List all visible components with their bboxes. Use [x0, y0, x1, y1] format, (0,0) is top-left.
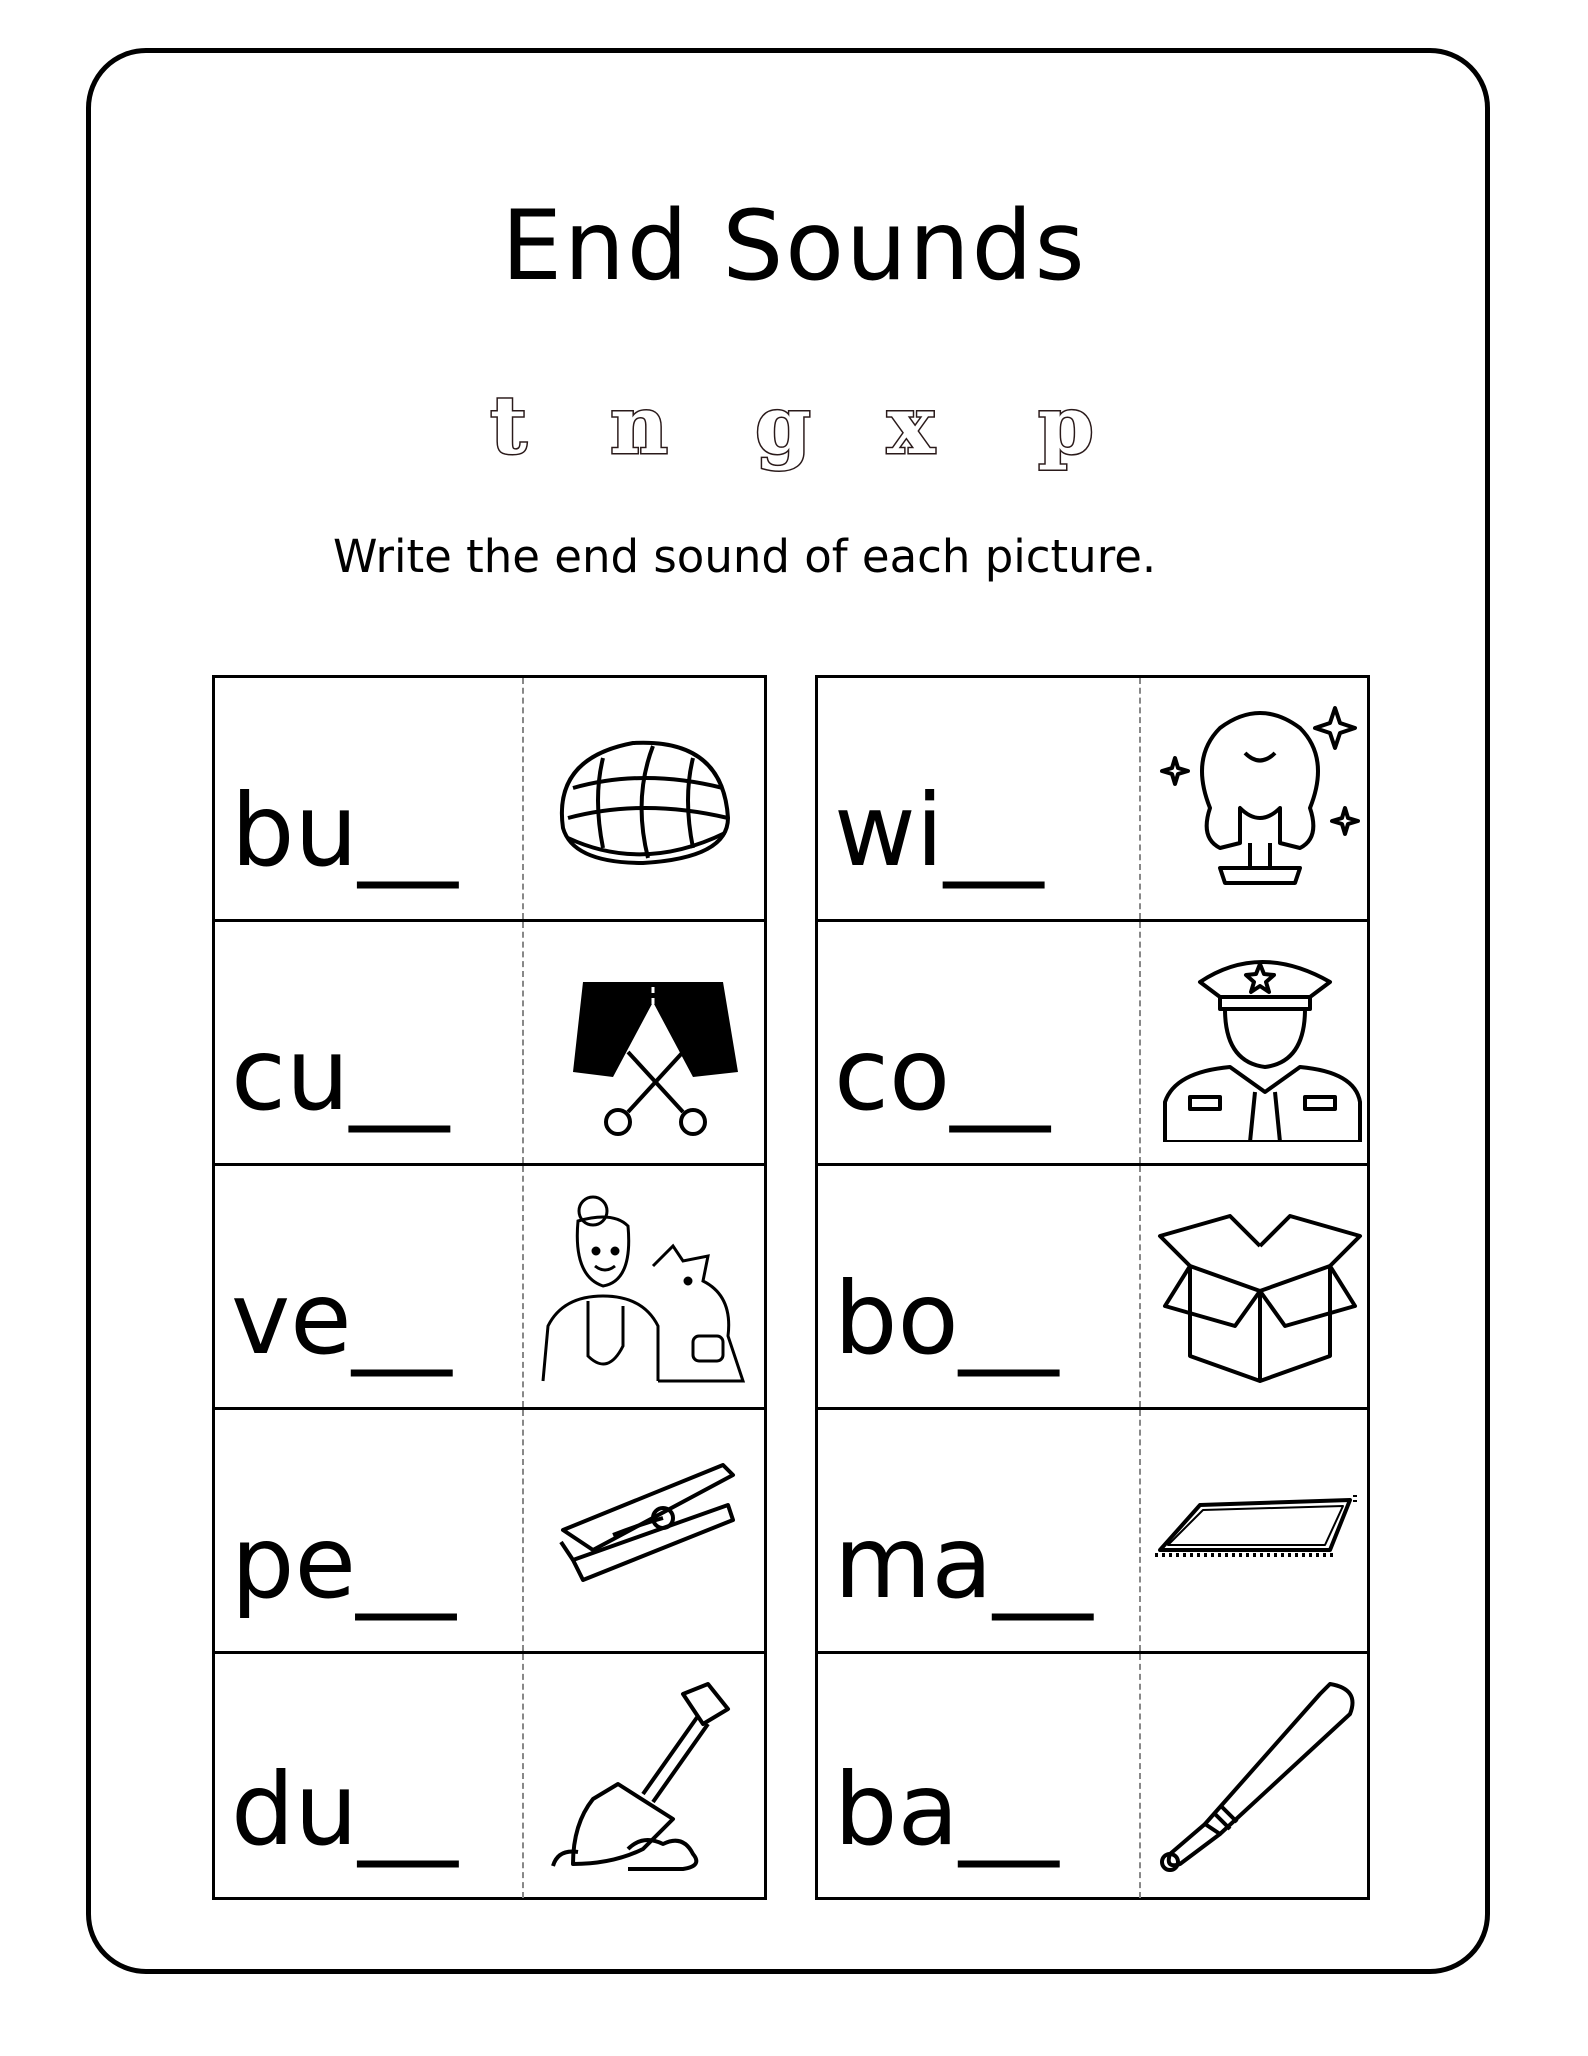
letter-bank-item: p: [1038, 378, 1094, 472]
word-blank[interactable]: cu__: [231, 1016, 450, 1133]
word-blank[interactable]: ma__: [834, 1504, 1093, 1621]
cop-icon: [1150, 942, 1370, 1142]
wig-icon: [1150, 698, 1370, 898]
dug-icon: [533, 1674, 753, 1874]
dashed-divider: [1139, 922, 1141, 1163]
dashed-divider: [522, 1410, 524, 1651]
instruction-text: Write the end sound of each picture.: [333, 530, 1157, 583]
mat-icon: [1150, 1430, 1370, 1630]
word-row: [818, 1166, 1367, 1410]
worksheet-title: End Sounds: [501, 190, 1087, 302]
word-blank[interactable]: bo__: [834, 1260, 1059, 1377]
word-blank[interactable]: wi__: [834, 772, 1044, 889]
word-blank[interactable]: co__: [834, 1016, 1051, 1133]
box-icon: [1150, 1186, 1370, 1386]
dashed-divider: [1139, 1654, 1141, 1898]
word-row: [215, 922, 764, 1166]
dashed-divider: [1139, 1166, 1141, 1407]
word-blank[interactable]: bu__: [231, 772, 458, 889]
word-row: [818, 1654, 1367, 1898]
letter-bank-item: g: [755, 378, 811, 472]
left-word-column: [212, 675, 767, 1900]
dashed-divider: [1139, 1410, 1141, 1651]
word-blank[interactable]: ba__: [834, 1751, 1059, 1868]
cut-icon: [533, 942, 753, 1142]
dashed-divider: [522, 922, 524, 1163]
word-row: [818, 922, 1367, 1166]
dashed-divider: [522, 1654, 524, 1898]
word-blank[interactable]: du__: [231, 1751, 458, 1868]
letter-bank-item: x: [887, 378, 935, 472]
dashed-divider: [522, 1166, 524, 1407]
dashed-divider: [522, 678, 524, 919]
word-blank[interactable]: pe__: [231, 1504, 456, 1621]
right-word-column: [815, 675, 1370, 1900]
word-row: [818, 1410, 1367, 1654]
word-row: [215, 678, 764, 922]
word-row: [215, 1166, 764, 1410]
dashed-divider: [1139, 678, 1141, 919]
word-row: [215, 1410, 764, 1654]
word-row: [215, 1654, 764, 1898]
bat-icon: [1150, 1674, 1370, 1874]
letter-bank-item: t: [490, 378, 527, 472]
bun-icon: [533, 698, 753, 898]
peg-icon: [533, 1430, 753, 1630]
letter-bank-item: n: [610, 378, 669, 472]
letter-bank: [440, 378, 1140, 488]
word-blank[interactable]: ve__: [231, 1260, 452, 1377]
word-row: [818, 678, 1367, 922]
vet-icon: [533, 1186, 753, 1386]
